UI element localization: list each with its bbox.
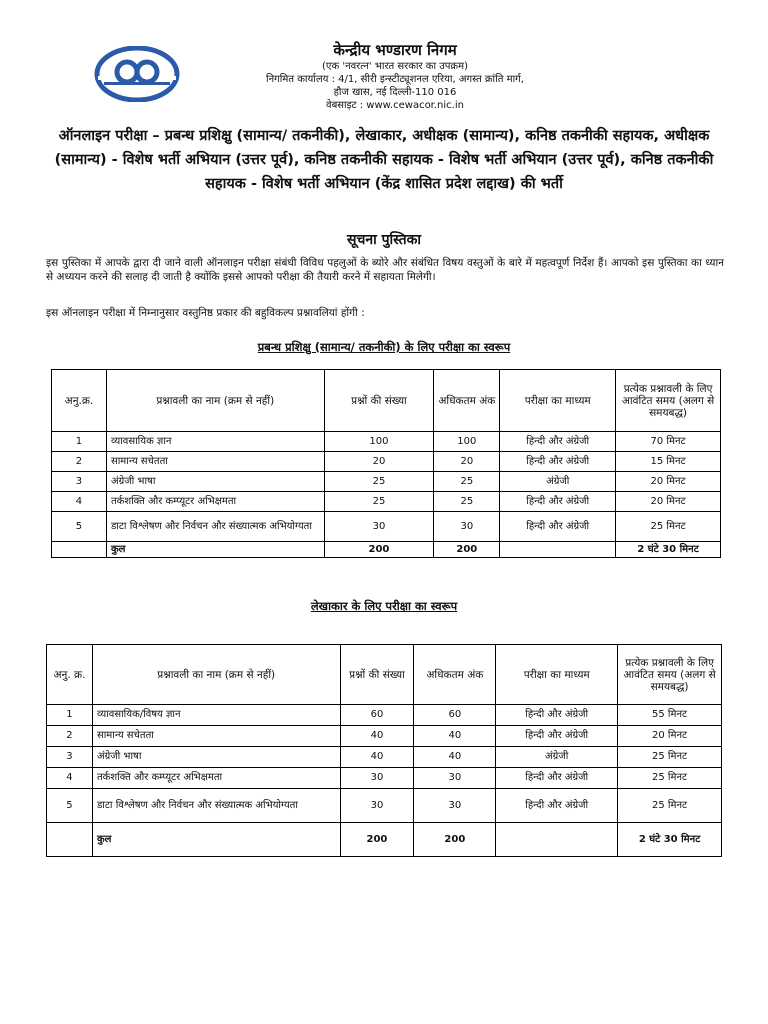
cell-time: 20 मिनट (616, 492, 721, 512)
org-website: वेबसाइट : www.cewacor.nic.in (326, 100, 464, 111)
cell-time: 55 मिनट (618, 705, 722, 726)
cell-sno: 4 (52, 492, 107, 512)
cell-medium: हिन्दी और अंग्रेजी (500, 432, 616, 452)
col-header-medium: परीक्षा का माध्यम (500, 370, 616, 432)
org-address-line2: हौज खास, नई दिल्ली-110 016 (333, 87, 457, 98)
cell-name: सामान्य सचेतता (92, 726, 340, 747)
table-total-row (47, 823, 722, 857)
cell-marks: 40 (414, 726, 496, 747)
cell-name: डाटा विश्लेषण और निर्वचन और संख्यात्मक अभियोग्यता (106, 512, 324, 542)
cell-questions: 40 (340, 726, 414, 747)
cell-sno: 5 (47, 789, 93, 823)
cell-name: अंग्रेजी भाषा (92, 747, 340, 768)
section-title-management-trainee: प्रबन्ध प्रशिक्षु (सामान्य/ तकनीकी) के लिए परीक्षा का स्वरूप (257, 340, 511, 354)
cell-medium: हिन्दी और अंग्रेजी (496, 768, 618, 789)
cell-questions: 60 (340, 705, 414, 726)
cell-sno: 3 (52, 472, 107, 492)
org-header (250, 40, 540, 112)
cell-sno: 2 (47, 726, 93, 747)
table-row (52, 432, 721, 452)
cell-name: तर्कशक्ति और कम्प्यूटर अभिक्षमता (92, 768, 340, 789)
cell-sno: 3 (47, 747, 93, 768)
cell-marks: 30 (434, 512, 500, 542)
org-address-line1: निगमित कार्यालय : 4/1, सीरी इन्स्टीट्यूशनल एरिया, अगस्त क्रांति मार्ग, (266, 74, 524, 85)
cell-time: 25 मिनट (618, 789, 722, 823)
cell-medium: अंग्रेजी (500, 472, 616, 492)
col-header-time: प्रत्येक प्रश्नावली के लिए आवंटित समय (अलग से समयबद्ध) (616, 370, 721, 432)
col-header-name: प्रश्नावली का नाम (क्रम से नहीं) (92, 645, 340, 705)
cell-marks: 60 (414, 705, 496, 726)
col-header-marks: अधिकतम अंक (414, 645, 496, 705)
table-row (47, 747, 722, 768)
recruitment-title: ऑनलाइन परीक्षा – प्रबन्ध प्रशिक्षु (सामान्य/ तकनीकी), लेखाकार, अधीक्षक (सामान्य), कनिष्ठ तकनीकी सहायक, अधीक्षक (सामान्य) - विशेष भर्ती अभियान (उत्तर पूर्व), कनिष्ठ तकनीकी सहायक - विशेष भर्ती अभियान (उत्तर पूर्व), कनिष्ठ तकनीकी सहायक - विशेष भर्ती अभियान (केंद्र शासित प्रदेश लद्दाख) की भर्ती (54, 128, 714, 192)
table-row (47, 705, 722, 726)
table-row (47, 726, 722, 747)
org-name: केन्द्रीय भण्डारण निगम (333, 41, 457, 59)
col-header-questions: प्रश्नों की संख्या (324, 370, 434, 432)
cell-medium: हिन्दी और अंग्रेजी (496, 705, 618, 726)
col-header-sno: अनु. क्र. (47, 645, 93, 705)
cell-questions: 30 (340, 789, 414, 823)
cell-medium: अंग्रेजी (496, 747, 618, 768)
table-row (47, 768, 722, 789)
cell-medium: हिन्दी और अंग्रेजी (500, 492, 616, 512)
table-row (52, 492, 721, 512)
cell-marks: 20 (434, 452, 500, 472)
cell-name: सामान्य सचेतता (106, 452, 324, 472)
total-marks: 200 (414, 823, 496, 857)
cell-sno: 2 (52, 452, 107, 472)
cell-marks: 30 (414, 789, 496, 823)
cell-questions: 25 (324, 472, 434, 492)
cell-time: 70 मिनट (616, 432, 721, 452)
total-label: कुल (92, 823, 340, 857)
cell-medium: हिन्दी और अंग्रेजी (496, 726, 618, 747)
cell-questions: 100 (324, 432, 434, 452)
cell-name: डाटा विश्लेषण और निर्वचन और संख्यात्मक अभियोग्यता (92, 789, 340, 823)
exam-table-accountant (46, 644, 722, 857)
col-header-questions: प्रश्नों की संख्या (340, 645, 414, 705)
cell-sno: 1 (47, 705, 93, 726)
total-label: कुल (106, 542, 324, 558)
table-row (52, 472, 721, 492)
section-title-accountant: लेखाकार के लिए परीक्षा का स्वरूप (310, 599, 458, 613)
cell-time: 20 मिनट (616, 472, 721, 492)
cell-sno: 5 (52, 512, 107, 542)
col-header-medium: परीक्षा का माध्यम (496, 645, 618, 705)
cwc-logo (94, 46, 180, 102)
cell-marks: 25 (434, 472, 500, 492)
total-questions: 200 (324, 542, 434, 558)
cell-marks: 40 (414, 747, 496, 768)
cell-marks: 25 (434, 492, 500, 512)
cell-marks: 100 (434, 432, 500, 452)
intro-paragraph: इस पुस्तिका में आपके द्वारा दी जाने वाली ऑनलाइन परीक्षा संबंधी विविध पहलुओं के ब्योरे और संबंधित विषय वस्तुओं के बारे में महत्वपूर्ण निर्देश हैं। आपको इस पुस्तिका का ध्यान से अध्ययन करने की सलाह दी जाती है क्योंकि इससे आपको परीक्षा की तैयारी करने में सहायता मिलेगी। (46, 257, 724, 283)
cell-name: व्यावसायिक ज्ञान (106, 432, 324, 452)
table-total-row (52, 542, 721, 558)
cell-questions: 30 (324, 512, 434, 542)
cell-questions: 20 (324, 452, 434, 472)
cell-name: व्यावसायिक/विषय ज्ञान (92, 705, 340, 726)
table-row (52, 512, 721, 542)
col-header-sno: अनु.क्र. (52, 370, 107, 432)
cell-questions: 30 (340, 768, 414, 789)
col-header-time: प्रत्येक प्रश्नावली के लिए आवंटित समय (अलग से समयबद्ध) (618, 645, 722, 705)
cell-time: 20 मिनट (618, 726, 722, 747)
cell-medium: हिन्दी और अंग्रेजी (500, 452, 616, 472)
cell-name: अंग्रेजी भाषा (106, 472, 324, 492)
exam-table-management-trainee (51, 369, 721, 558)
exam-structure-note: इस ऑनलाइन परीक्षा में निम्नानुसार वस्तुनिष्ठ प्रकार की बहुविकल्प प्रश्नावलियां होंगी : (46, 307, 365, 319)
total-time: 2 घंटे 30 मिनट (618, 823, 722, 857)
total-marks: 200 (434, 542, 500, 558)
cell-time: 15 मिनट (616, 452, 721, 472)
cell-sno: 1 (52, 432, 107, 452)
cell-questions: 40 (340, 747, 414, 768)
col-header-marks: अधिकतम अंक (434, 370, 500, 432)
cell-time: 25 मिनट (618, 747, 722, 768)
cell-name: तर्कशक्ति और कम्प्यूटर अभिक्षमता (106, 492, 324, 512)
table-row (52, 452, 721, 472)
cell-medium: हिन्दी और अंग्रेजी (496, 789, 618, 823)
booklet-title: सूचना पुस्तिका (346, 232, 421, 248)
total-time: 2 घंटे 30 मिनट (616, 542, 721, 558)
table-row (47, 789, 722, 823)
cell-marks: 30 (414, 768, 496, 789)
cell-questions: 25 (324, 492, 434, 512)
cell-time: 25 मिनट (616, 512, 721, 542)
cell-time: 25 मिनट (618, 768, 722, 789)
col-header-name: प्रश्नावली का नाम (क्रम से नहीं) (106, 370, 324, 432)
cell-medium: हिन्दी और अंग्रेजी (500, 512, 616, 542)
org-tagline: (एक 'नवरत्न' भारत सरकार का उपक्रम) (322, 61, 468, 72)
cell-sno: 4 (47, 768, 93, 789)
total-questions: 200 (340, 823, 414, 857)
